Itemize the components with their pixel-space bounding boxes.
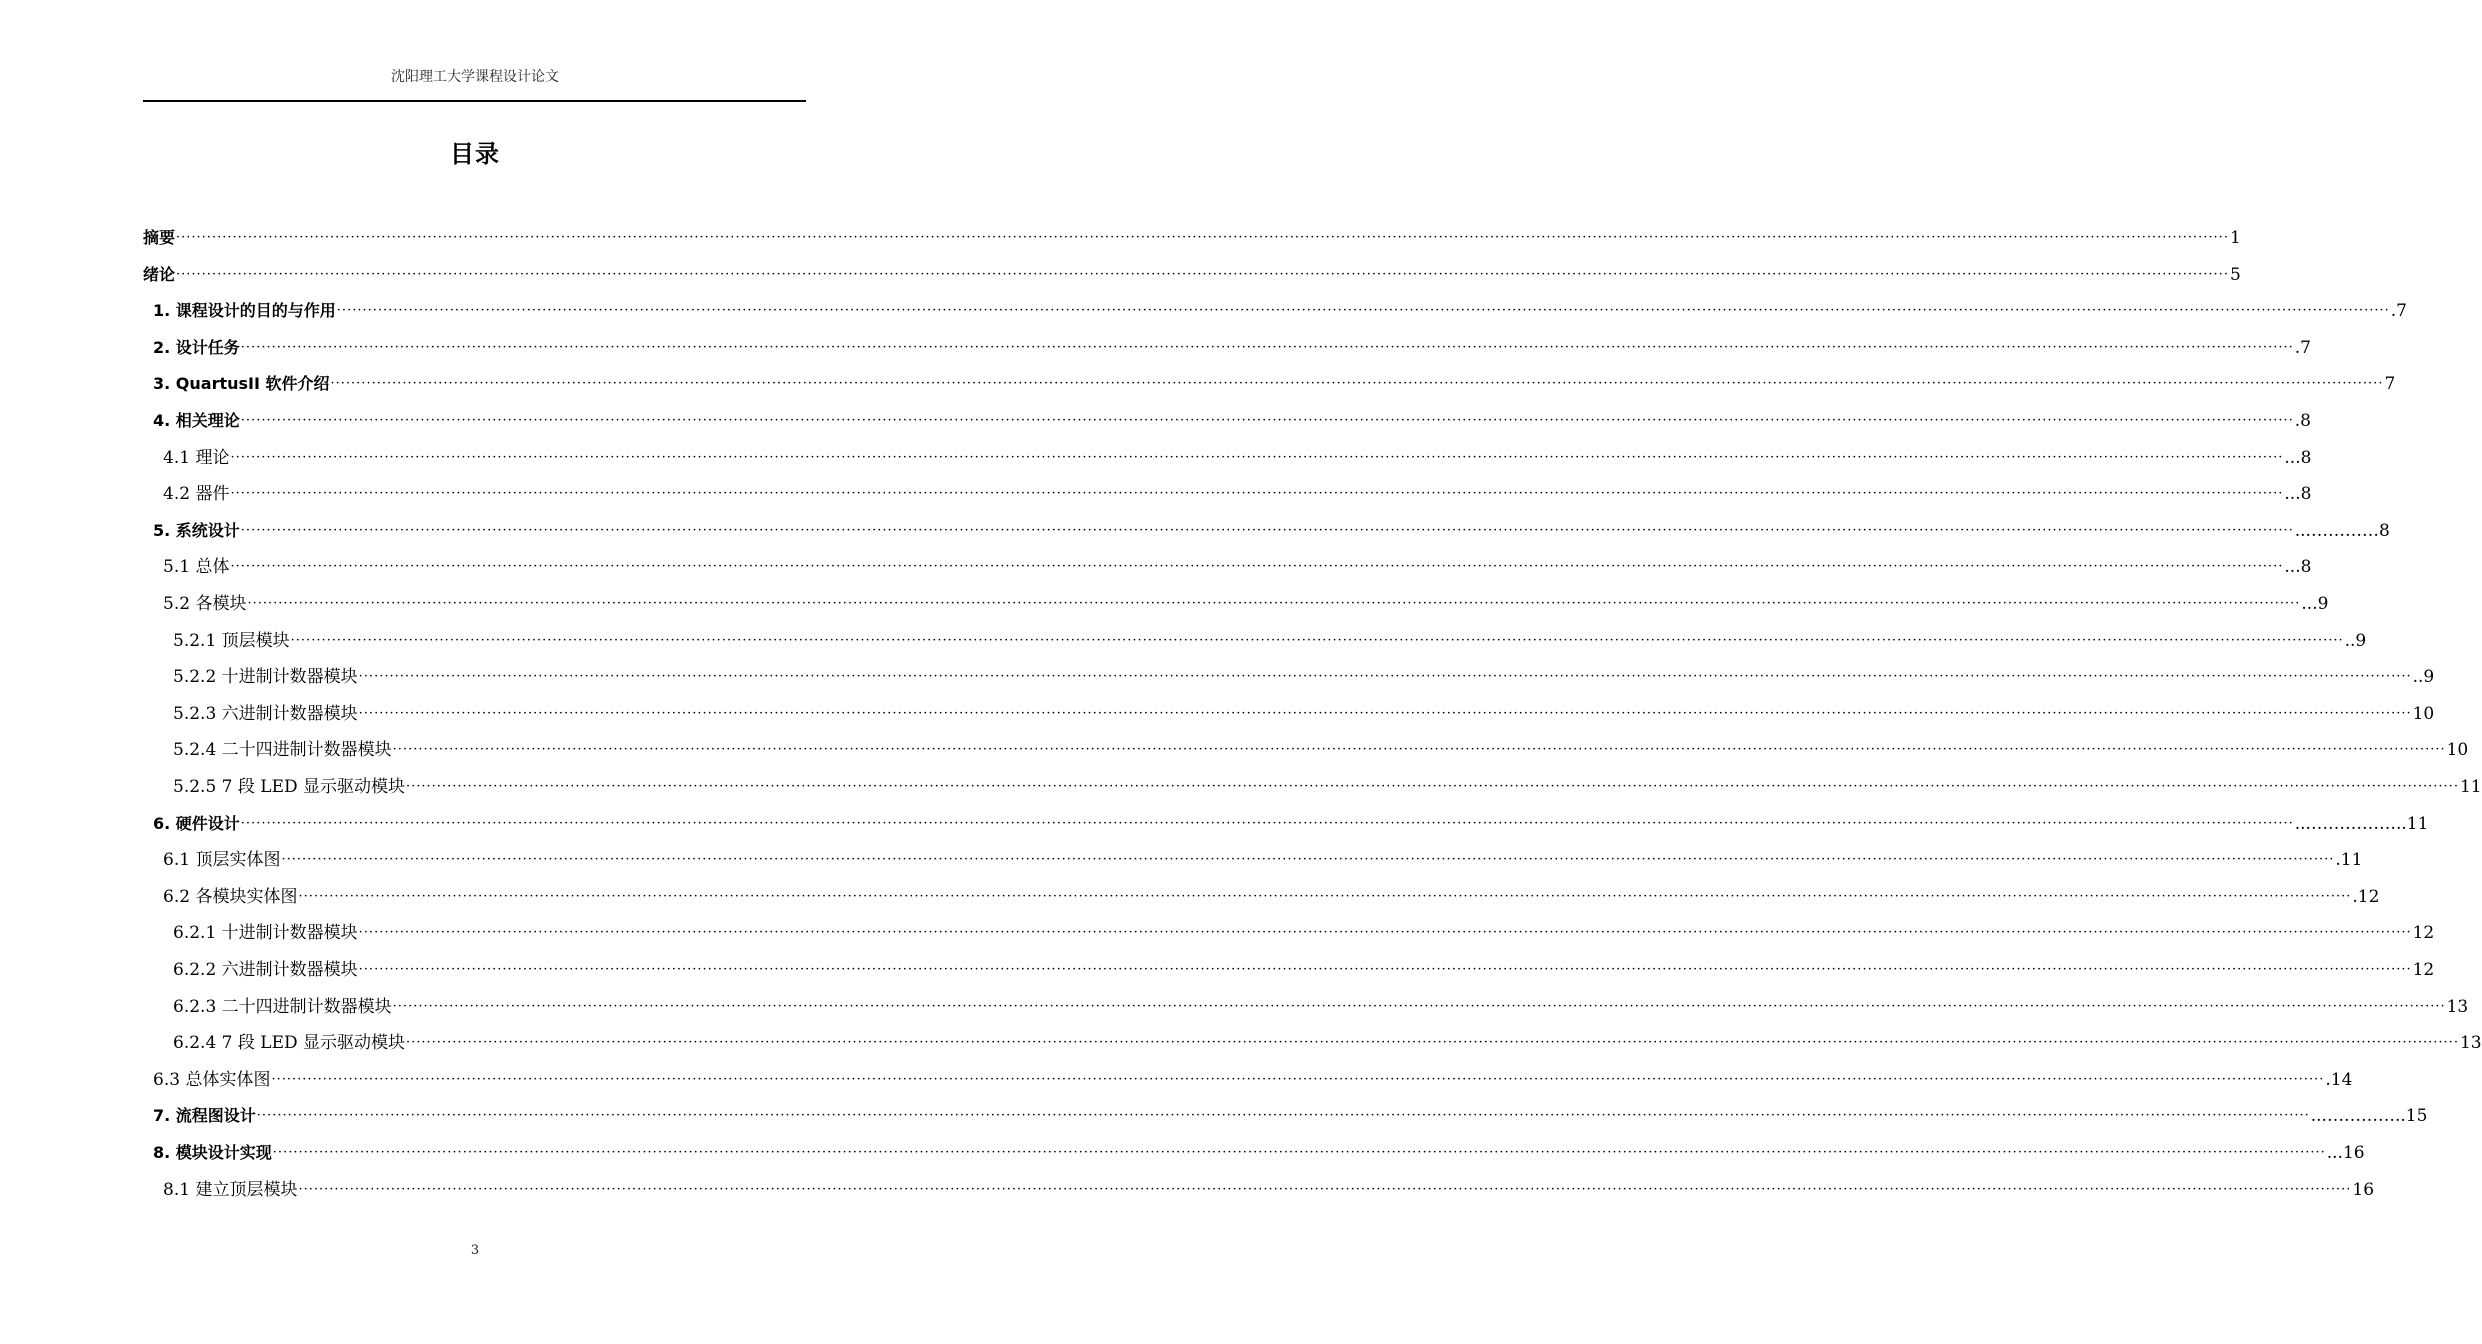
toc-entry[interactable]: [153, 296, 2407, 326]
toc-leader-dots: ················································································································································································································································································································································································································: [358, 925, 2412, 941]
toc-entry-page: .7: [2294, 337, 2311, 358]
toc-entry-label: 5.1 总体: [163, 557, 230, 578]
toc-entry-page: 13: [2459, 1033, 2482, 1054]
toc-leader-dots: ················································································································································································································································································································································································································: [336, 303, 2390, 319]
toc-leader-dots: ················································································································································································································································································································································································································: [240, 339, 2294, 355]
toc-leader-dots: ················································································································································································································································································································································································································: [272, 1145, 2326, 1160]
toc-leader-dots: ················································································································································································································································································································································································································: [176, 230, 2229, 245]
toc-leader-dots: ················································································································································································································································································································································································································: [298, 1181, 2352, 1197]
toc-entry-label: 4. 相关理论: [153, 411, 240, 430]
toc-entry-label: 4.1 理论: [163, 447, 230, 468]
toc-entry[interactable]: [163, 552, 2312, 582]
toc-leader-dots: ················································································································································································································································································································································································································: [240, 815, 2294, 831]
toc-entry-label: 5.2.3 六进制计数器模块: [173, 703, 358, 724]
toc-entry-label: 绪论: [143, 264, 176, 284]
toc-entry[interactable]: [143, 260, 2241, 290]
toc-entry[interactable]: [173, 1028, 2482, 1058]
running-header: 沈阳理工大学课程设计论文: [391, 69, 559, 85]
toc-leader-dots: ················································································································································································································································································································································································································: [358, 705, 2412, 721]
toc-entry-label: 2. 设计任务: [153, 337, 240, 357]
toc-entry-page: 1: [2229, 228, 2241, 248]
toc-leader-dots: ················································································································································································································································································································································································································: [330, 376, 2384, 392]
toc-entry[interactable]: [173, 955, 2435, 985]
toc-entry-label: 6.2.2 六进制计数器模块: [173, 960, 358, 980]
toc-entry[interactable]: [173, 662, 2435, 692]
toc-leader-dots: ················································································································································································································································································································································································································: [281, 852, 2335, 868]
toc-entry-page: ...……………..11: [2294, 813, 2429, 834]
toc-entry[interactable]: [173, 699, 2435, 729]
toc-entry-page: .7: [2390, 301, 2407, 322]
toc-leader-dots: ················································································································································································································································································································································································································: [358, 669, 2412, 685]
toc-leader-dots: ················································································································································································································································································································································································································: [247, 596, 2301, 611]
toc-entry-page: ...8: [2284, 557, 2312, 578]
toc-entry-label: 4.2 器件: [163, 484, 230, 505]
toc-entry-page: 13: [2446, 996, 2469, 1017]
toc-leader-dots: ················································································································································································································································································································································································································: [290, 632, 2344, 648]
toc-entry-label: 5.2 各模块: [163, 594, 247, 614]
toc-entry-label: 6. 硬件设计: [153, 813, 240, 833]
toc-entry-page: .12: [2352, 886, 2380, 907]
toc-entry-page: 7: [2384, 374, 2396, 395]
toc-entry[interactable]: [153, 1138, 2365, 1168]
toc-entry[interactable]: [153, 516, 2390, 546]
toc-entry-label: 摘要: [143, 228, 176, 247]
page-title: 目录: [450, 140, 500, 168]
toc-entry[interactable]: [173, 772, 2482, 802]
toc-entry-page: ...16: [2326, 1143, 2365, 1163]
toc-entry[interactable]: [173, 735, 2469, 765]
toc-entry[interactable]: [143, 223, 2241, 253]
toc-leader-dots: ················································································································································································································································································································································································································: [406, 1035, 2459, 1051]
toc-entry[interactable]: [163, 845, 2363, 875]
toc-entry-label: 6.2.1 十进制计数器模块: [173, 923, 358, 944]
toc-entry-label: 7. 流程图设计: [153, 1106, 256, 1126]
toc-entry-label: 5.2.2 十进制计数器模块: [173, 667, 358, 688]
toc-entry[interactable]: [163, 589, 2329, 619]
toc-leader-dots: ················································································································································································································································································································································································································: [256, 1108, 2310, 1124]
toc-leader-dots: ················································································································································································································································································································································································································: [176, 266, 2229, 282]
toc-entry-label: 6.2 各模块实体图: [163, 886, 298, 907]
toc-leader-dots: ················································································································································································································································································································································································································: [230, 486, 2284, 502]
toc-entry-label: 6.2.3 二十四进制计数器模块: [173, 996, 392, 1017]
toc-entry-label: 6.3 总体实体图: [153, 1069, 271, 1090]
header-rule: [143, 100, 806, 102]
toc-entry-page: 10: [2446, 740, 2469, 761]
toc-leader-dots: ················································································································································································································································································································································································································: [230, 449, 2284, 465]
toc-entry-label: 5.2.5 7 段 LED 显示驱动模块: [173, 777, 406, 797]
toc-entry-page: ...9: [2301, 594, 2329, 614]
toc-entry-page: ...…………8: [2294, 520, 2390, 541]
toc-entry[interactable]: [163, 1175, 2375, 1205]
toc-entry-label: 8. 模块设计实现: [153, 1143, 272, 1162]
toc-entry-page: ...…………..15: [2310, 1106, 2428, 1127]
toc-leader-dots: ················································································································································································································································································································································································································: [358, 962, 2412, 977]
toc-entry-page: .11: [2335, 850, 2363, 871]
toc-entry-page: ...8: [2284, 484, 2312, 505]
toc-leader-dots: ················································································································································································································································································································································································································: [392, 742, 2446, 758]
toc-entry-page: .8: [2294, 411, 2311, 431]
toc-entry[interactable]: [153, 369, 2396, 399]
toc-entry[interactable]: [163, 479, 2312, 509]
toc-leader-dots: ················································································································································································································································································································································································································: [298, 888, 2352, 904]
toc-entry-page: .14: [2325, 1069, 2353, 1090]
toc-entry[interactable]: [173, 918, 2435, 948]
toc-entry-label: 6.1 顶层实体图: [163, 850, 281, 871]
toc-leader-dots: ················································································································································································································································································································································································································: [271, 1071, 2325, 1087]
toc-entry-label: 8.1 建立顶层模块: [163, 1179, 298, 1200]
toc-entry[interactable]: [173, 992, 2469, 1022]
toc-entry[interactable]: [153, 406, 2311, 436]
toc-entry-label: 5. 系统设计: [153, 520, 240, 540]
toc-entry-label: 1. 课程设计的目的与作用: [153, 301, 336, 321]
toc-entry-label: 3. QuartusII 软件介绍: [153, 374, 330, 394]
toc-entry[interactable]: [153, 809, 2429, 839]
toc-entry[interactable]: [163, 443, 2312, 473]
toc-leader-dots: ················································································································································································································································································································································································································: [230, 559, 2284, 575]
toc-entry-page: 16: [2352, 1179, 2375, 1200]
toc-entry-page: 10: [2412, 703, 2435, 724]
toc-entry-page: 12: [2412, 923, 2435, 944]
toc-entry-page: ..9: [2344, 630, 2367, 651]
toc-entry-page: ..9: [2412, 667, 2435, 688]
toc-entry[interactable]: [153, 333, 2311, 363]
toc-leader-dots: ················································································································································································································································································································································································································: [406, 779, 2459, 794]
toc-entry-label: 5.2.4 二十四进制计数器模块: [173, 740, 392, 761]
toc-entry[interactable]: [173, 626, 2367, 656]
toc-entry-label: 6.2.4 7 段 LED 显示驱动模块: [173, 1033, 406, 1054]
toc-entry-page: 11: [2459, 777, 2482, 797]
toc-entry-page: ...8: [2284, 447, 2312, 468]
toc-entry[interactable]: [153, 1101, 2428, 1131]
toc-entry[interactable]: [163, 882, 2380, 912]
toc-leader-dots: ················································································································································································································································································································································································································: [240, 413, 2294, 428]
toc-entry-page: 5: [2229, 264, 2241, 285]
toc-leader-dots: ················································································································································································································································································································································································································: [392, 998, 2446, 1014]
toc-entry-label: 5.2.1 顶层模块: [173, 630, 290, 651]
toc-entry-page: 12: [2412, 960, 2435, 980]
toc-leader-dots: ················································································································································································································································································································································································································: [240, 522, 2294, 538]
toc-entry[interactable]: [153, 1065, 2353, 1095]
page-number: 3: [470, 1243, 480, 1258]
